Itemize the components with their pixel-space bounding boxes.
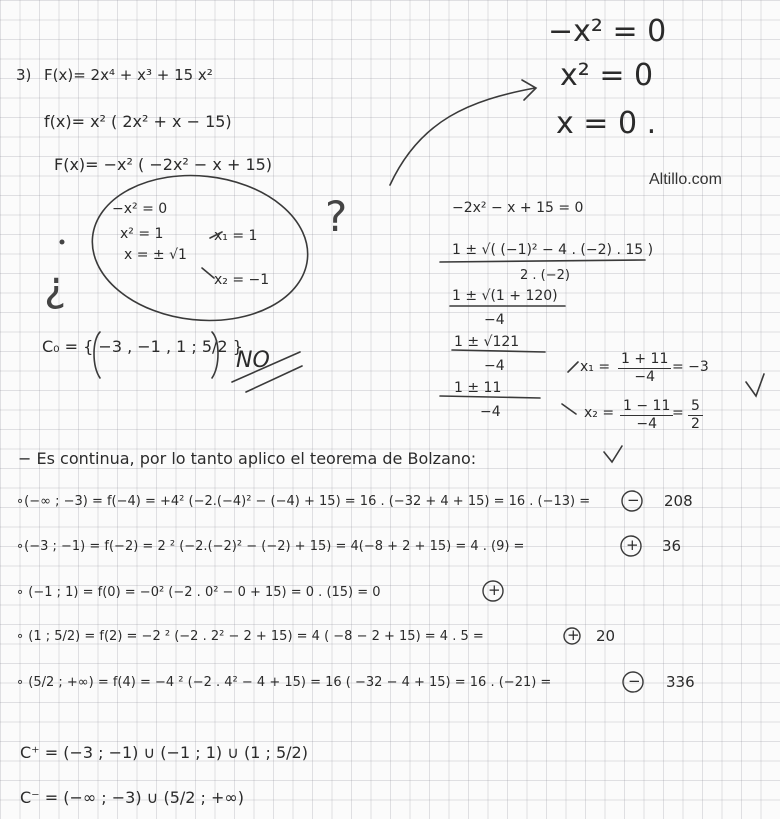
root-2-value-numerator: 5: [688, 398, 703, 416]
root-2-numerator: 1 − 11: [620, 398, 673, 416]
quadratic-denominator-3: −4: [484, 358, 505, 374]
root-1-value: = −3: [672, 359, 709, 375]
root-2-equals: =: [672, 405, 684, 421]
quadratic-numerator-1: 1 ± √( (−1)² − 4 . (−2) . 15 ): [452, 242, 654, 258]
quadratic-numerator-3: 1 ± √121: [454, 334, 520, 350]
circle-root-1: x₁ = 1: [214, 228, 258, 244]
root-1-fraction: [618, 351, 671, 386]
interval-2: ∘(−3 ; −1) = f(−2) = 2 ² (−2.(−2)² − (−2) + 15) = 4(−8 + 2 + 15) = 4 . (9) =: [16, 539, 525, 554]
inverted-question-mark: ¿: [44, 262, 67, 311]
curved-arrow: [390, 88, 535, 185]
interval-5: ∘ (5/2 ; +∞) = f(4) = −4 ² (−2 . 4² − 4 + 15) = 16 ( −32 − 4 + 15) = 16 . (−21) =: [16, 675, 552, 690]
formula-bar-1: [440, 260, 645, 262]
interval-3-sign: +: [488, 581, 501, 599]
interval-2-value: 36: [662, 537, 682, 555]
interval-4: ∘ (1 ; 5/2) = f(2) = −2 ² (−2 . 2² − 2 + 15) = 4 ( −8 − 2 + 15) = 4 . 5 =: [16, 629, 484, 644]
dot-mark: [60, 240, 65, 245]
root-1-numerator: 1 + 11: [618, 351, 671, 369]
right-eq-2: x² = 0: [560, 58, 654, 93]
bolzano-statement: − Es continua, por lo tanto aplico el teorema de Bolzano:: [18, 449, 477, 468]
positive-set: C⁺ = (−3 ; −1) ∪ (−1 ; 1) ∪ (1 ; 5/2): [20, 743, 308, 762]
circle-root-2: x₂ = −1: [214, 272, 270, 288]
circle-line-1: −x² = 0: [112, 201, 168, 217]
arrow-head: [522, 80, 536, 100]
interval-2-sign: +: [626, 536, 639, 554]
root-2-label: x₂ =: [584, 405, 615, 421]
interval-1-value: 208: [664, 492, 693, 510]
circle-line-3: x = ± √1: [124, 247, 187, 263]
question-mark: ?: [325, 192, 348, 241]
root-2-value-denominator: 2: [691, 416, 700, 432]
zeros-set: C₀ = { −3 , −1 , 1 ; 5/2 }: [42, 337, 243, 356]
check-mark-2: [604, 446, 622, 462]
formula-bar-3: [452, 350, 545, 352]
root-2-pointer: [562, 404, 576, 414]
formula-bar-4: [440, 396, 540, 398]
root-2-denominator: −4: [636, 416, 657, 432]
root-1-label: x₁ =: [580, 359, 611, 375]
root-2-value: [688, 398, 703, 433]
interval-5-sign: −: [628, 672, 641, 690]
interval-1: ∘(−∞ ; −3) = f(−4) = +4² (−2.(−4)² − (−4) + 15) = 16 . (−32 + 4 + 15) = 16 . (−13) =: [16, 494, 591, 509]
quadratic-numerator-2: 1 ± √(1 + 120): [452, 288, 558, 304]
function-definition: F(x)= 2x⁴ + x³ + 15 x²: [44, 66, 213, 84]
right-eq-1: −x² = 0: [548, 14, 667, 49]
circle-annotation: [85, 165, 315, 331]
circle-line-2: x² = 1: [120, 226, 164, 242]
quadratic-denominator-2: −4: [484, 312, 505, 328]
quadratic-denominator-4: −4: [480, 404, 501, 420]
watermark: Altillo.com: [649, 171, 722, 188]
interval-4-sign: +: [567, 626, 580, 644]
interval-3: ∘ (−1 ; 1) = f(0) = −0² (−2 . 0² − 0 + 15) = 0 . (15) = 0: [16, 585, 381, 600]
root-2-arrow: [202, 268, 214, 278]
problem-number: 3): [16, 66, 32, 84]
interval-4-value: 20: [596, 627, 616, 645]
negative-set: C⁻ = (−∞ ; −3) ∪ (5/2 ; +∞): [20, 788, 244, 807]
root-2-fraction: [620, 398, 673, 433]
root-1-pointer: [568, 362, 578, 372]
factor-step-2: F(x)= −x² ( −2x² − x + 15): [54, 155, 273, 174]
quadratic-numerator-4: 1 ± 11: [454, 380, 502, 396]
factor-step-1: f(x)= x² ( 2x² + x − 15): [44, 112, 232, 131]
quadratic-denominator-1: 2 . (−2): [520, 268, 570, 283]
quadratic-equation: −2x² − x + 15 = 0: [452, 200, 584, 216]
check-mark-1: [746, 374, 764, 396]
right-eq-3: x = 0 .: [556, 106, 657, 141]
interval-1-sign: −: [627, 491, 640, 509]
interval-5-value: 336: [666, 673, 695, 691]
no-mark: NO: [236, 348, 270, 373]
root-1-denominator: −4: [634, 369, 655, 385]
